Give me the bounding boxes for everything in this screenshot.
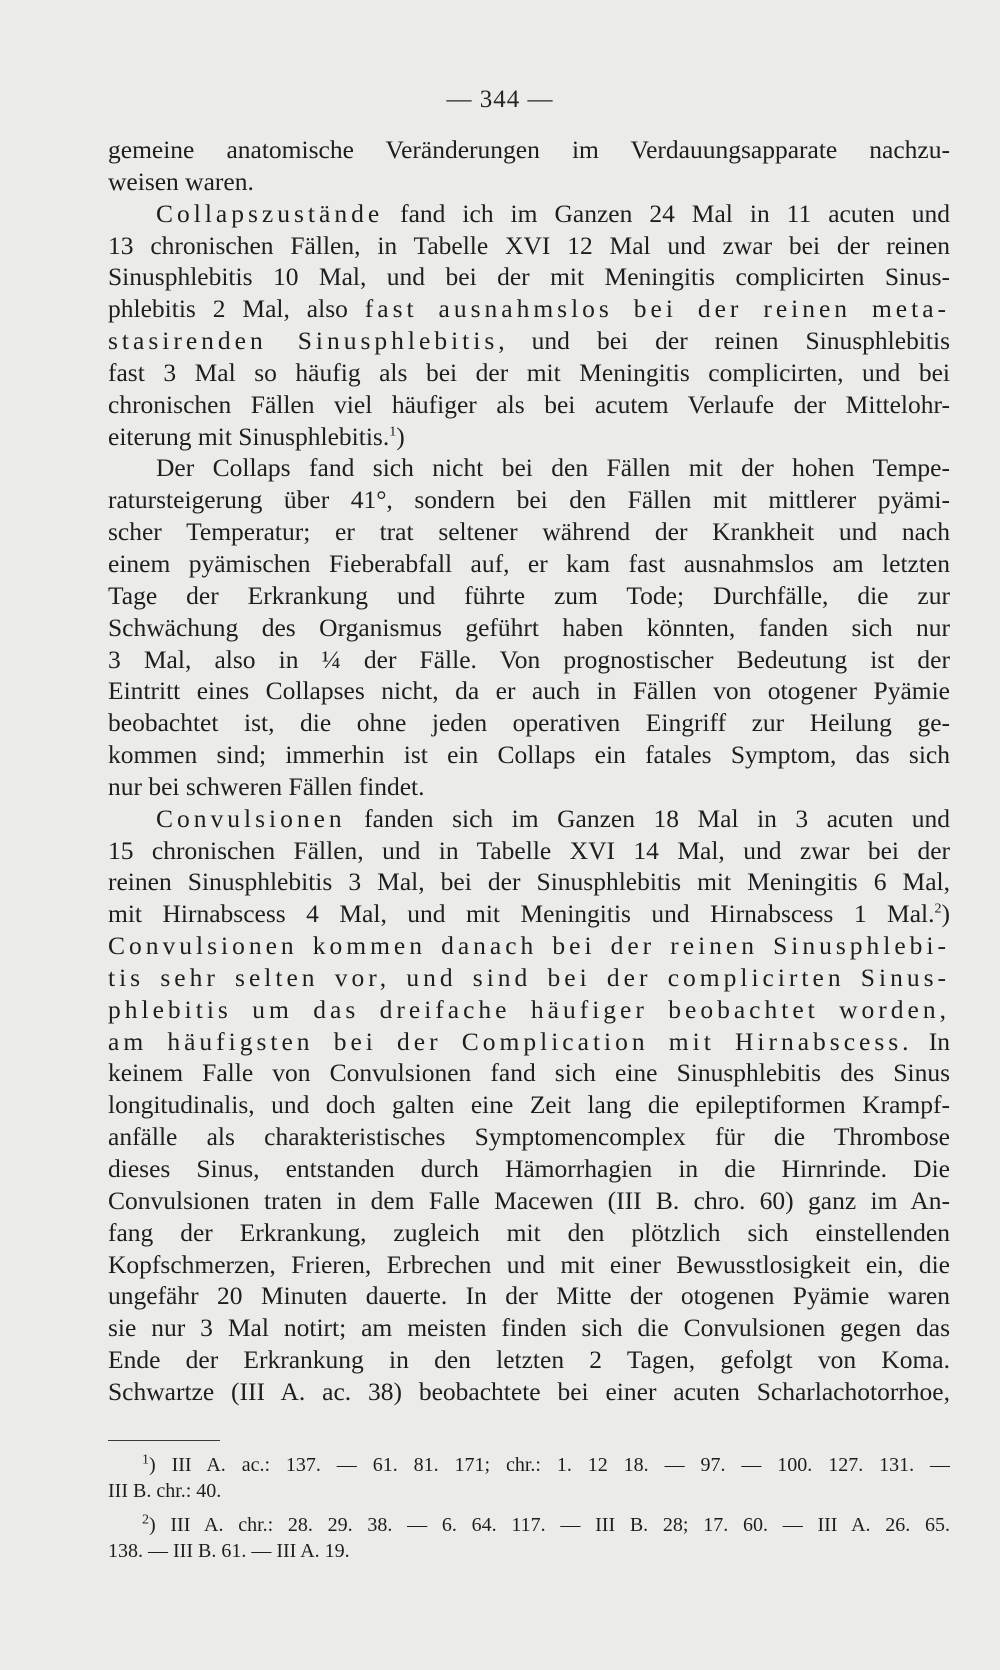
- text-span: 15 chronischen Fällen, und in Tabelle XVI 14 Mal, und zwar bei der: [108, 835, 950, 865]
- text-span: fand ich im Ganzen 24 Mal in 11 acuten und: [383, 198, 950, 228]
- text-line: [108, 739, 950, 771]
- text-line: [108, 1376, 950, 1408]
- text-span: Der Collaps fand sich nicht bei den Fällen mit der hohen Tempe-: [156, 453, 950, 483]
- paragraph: [108, 134, 950, 198]
- text-span: 3 Mal, also in ¼ der Fälle. Von prognostischer Bedeutung ist der: [108, 644, 950, 674]
- footnote-line: [108, 1478, 950, 1504]
- text-span: gemeine anatomische Veränderungen im Verdauungsapparate nachzu-: [108, 135, 950, 164]
- text-line: [108, 452, 950, 484]
- text-line: [108, 994, 950, 1026]
- footnote: [108, 1512, 950, 1564]
- text-span: 13 chronischen Fällen, in Tabelle XVI 12 Mal und zwar bei der reinen: [108, 230, 950, 260]
- emphasized-text: stasirenden Sinusphlebitis: [108, 326, 499, 356]
- text-line: [108, 548, 950, 580]
- text-line: [108, 293, 950, 325]
- text-span: nur bei schweren Fällen findet.: [108, 771, 425, 801]
- emphasized-text: am häufigsten bei der Complication mit Hirnabscess.: [108, 1026, 913, 1056]
- text-span: fang der Erkrankung, zugleich mit den plötzlich sich einstellenden: [108, 1217, 950, 1247]
- text-span: dieses Sinus, entstanden durch Hämorrhagien in die Hirnrinde. Die: [108, 1154, 950, 1183]
- text-span: anfälle als charakteristisches Symptomencomplex für die Thrombose: [108, 1122, 950, 1152]
- text-span: III B. chr.: 40.: [108, 1480, 222, 1502]
- body-text: [108, 134, 950, 1408]
- text-line: [108, 580, 950, 612]
- text-span: keinem Falle von Convulsionen fand sich eine Sinusphlebitis des Sinus: [108, 1058, 950, 1088]
- text-span: Convulsionen traten in dem Falle Macewen (III B. chro. 60) ganz im An-: [108, 1185, 950, 1215]
- text-span: ): [941, 899, 950, 929]
- emphasized-text: Convulsionen kommen danach bei der reinen Sinusphlebi-: [108, 931, 950, 961]
- text-line: [108, 771, 950, 803]
- text-span: reinen Sinusphlebitis 3 Mal, bei der Sinusphlebitis mit Meningitis 6 Mal,: [108, 867, 950, 897]
- text-span: , und bei der reinen Sinusphlebitis: [498, 326, 950, 356]
- text-line: [108, 230, 950, 262]
- text-span: Eintritt eines Collapses nicht, da er auch in Fällen von otogener Pyämie: [108, 676, 950, 706]
- text-line: [108, 866, 950, 898]
- text-line: [108, 134, 950, 166]
- text-line: [108, 835, 950, 867]
- text-span: ratursteigerung über 41°, sondern bei den Fällen mit mittlerer pyämi-: [108, 485, 950, 515]
- text-line: [108, 166, 950, 198]
- emphasized-text: tis sehr selten vor, und sind bei der complicirten Sinus-: [108, 962, 950, 992]
- text-span: Sinusphlebitis 10 Mal, und bei der mit Meningitis complicirten Sinus-: [108, 262, 950, 292]
- text-line: [108, 1280, 950, 1312]
- paragraph: [108, 198, 950, 453]
- text-span: Schwächung des Organismus geführt haben könnten, fanden sich nur: [108, 612, 950, 642]
- text-line: [108, 389, 950, 421]
- text-line: [108, 898, 950, 930]
- text-span: 138. — III B. 61. — III A. 19.: [108, 1540, 350, 1562]
- footnotes: [108, 1452, 950, 1564]
- footnote-reference: 2: [934, 901, 942, 917]
- text-line: [108, 1344, 950, 1376]
- text-line: [108, 357, 950, 389]
- text-span: einem pyämischen Fieberabfall auf, er kam fast ausnahmslos am letzten: [108, 548, 950, 578]
- text-line: [108, 930, 950, 962]
- text-line: [108, 261, 950, 293]
- footnote-reference: 1: [389, 424, 397, 440]
- text-line: [108, 707, 950, 739]
- text-span: mit Hirnabscess 4 Mal, und mit Meningitis und Hirnabscess 1 Mal.: [108, 899, 935, 929]
- text-span: fast 3 Mal so häufig als bei der mit Meningitis complicirten, und bei: [108, 357, 950, 387]
- text-span: ): [396, 421, 405, 451]
- emphasized-text: fast ausnahmslos bei der reinen meta-: [364, 294, 950, 324]
- emphasized-text: Convulsionen: [156, 803, 346, 833]
- footnote-line: [108, 1452, 950, 1478]
- text-line: [108, 612, 950, 644]
- text-span: In: [912, 1026, 950, 1056]
- text-span: Schwartze (III A. ac. 38) beobachtete bei einer acuten Scharlachotorrhoe,: [108, 1376, 950, 1406]
- text-span: sie nur 3 Mal notirt; am meisten finden sich die Convulsionen gegen das: [108, 1313, 950, 1343]
- text-span: eiterung mit Sinusphlebitis.: [108, 421, 390, 451]
- page-number: — 344 —: [446, 86, 554, 113]
- text-line: [108, 516, 950, 548]
- text-line: [108, 962, 950, 994]
- footnote-line: [108, 1512, 950, 1538]
- text-span: Ende der Erkrankung in den letzten 2 Tagen, gefolgt von Koma.: [108, 1345, 950, 1375]
- text-span: Tage der Erkrankung und führte zum Tode; Durchfälle, die zur: [108, 580, 950, 610]
- text-span: longitudinalis, und doch galten eine Zeit lang die epileptiformen Krampf-: [108, 1090, 950, 1120]
- text-line: [108, 484, 950, 516]
- text-line: [108, 1153, 950, 1185]
- text-span: fanden sich im Ganzen 18 Mal in 3 acuten und: [345, 803, 950, 833]
- text-span: phlebitis 2 Mal, also: [108, 294, 365, 324]
- footnote-line: [108, 1538, 950, 1564]
- text-line: [108, 1217, 950, 1249]
- text-span: ) III A. chr.: 28. 29. 38. — 6. 64. 117. — III B. 28; 17. 60. — III A. 26. 65.: [149, 1514, 950, 1536]
- text-line: [108, 1312, 950, 1344]
- text-span: chronischen Fällen viel häufiger als bei acutem Verlaufe der Mittelohr-: [108, 389, 950, 419]
- text-span: Kopfschmerzen, Frieren, Erbrechen und mit einer Bewusstlosigkeit ein, die: [108, 1249, 950, 1279]
- text-line: [108, 198, 950, 230]
- text-line: [108, 1249, 950, 1281]
- text-line: [108, 421, 950, 453]
- footnote-gap: [108, 1504, 950, 1512]
- text-line: [108, 803, 950, 835]
- text-line: [108, 675, 950, 707]
- text-span: weisen waren.: [108, 166, 254, 196]
- text-line: [108, 1057, 950, 1089]
- footnote-marker: 2: [142, 1512, 149, 1528]
- text-line: [108, 644, 950, 676]
- text-line: [108, 1121, 950, 1153]
- text-line: [108, 1089, 950, 1121]
- text-line: [108, 325, 950, 357]
- text-line: [108, 1026, 950, 1058]
- paragraph: [108, 452, 950, 802]
- text-span: kommen sind; immerhin ist ein Collaps ein fatales Symptom, das sich: [108, 740, 950, 770]
- emphasized-text: phlebitis um das dreifache häufiger beobachtet worden,: [108, 994, 950, 1024]
- text-span: scher Temperatur; er trat seltener während der Krankheit und nach: [108, 517, 950, 547]
- paragraph: [108, 803, 950, 1408]
- text-span: beobachtet ist, die ohne jeden operativen Eingriff zur Heilung ge-: [108, 708, 950, 738]
- text-span: ungefähr 20 Minuten dauerte. In der Mitte der otogenen Pyämie waren: [108, 1281, 950, 1311]
- footnote-marker: 1: [142, 1452, 149, 1468]
- text-line: [108, 1185, 950, 1217]
- emphasized-text: Collapszustände: [156, 198, 384, 228]
- text-span: ) III A. ac.: 137. — 61. 81. 171; chr.: 1. 12 18. — 97. — 100. 127. 131. —: [149, 1454, 950, 1476]
- footnote-rule: [108, 1440, 220, 1441]
- footnote: [108, 1452, 950, 1504]
